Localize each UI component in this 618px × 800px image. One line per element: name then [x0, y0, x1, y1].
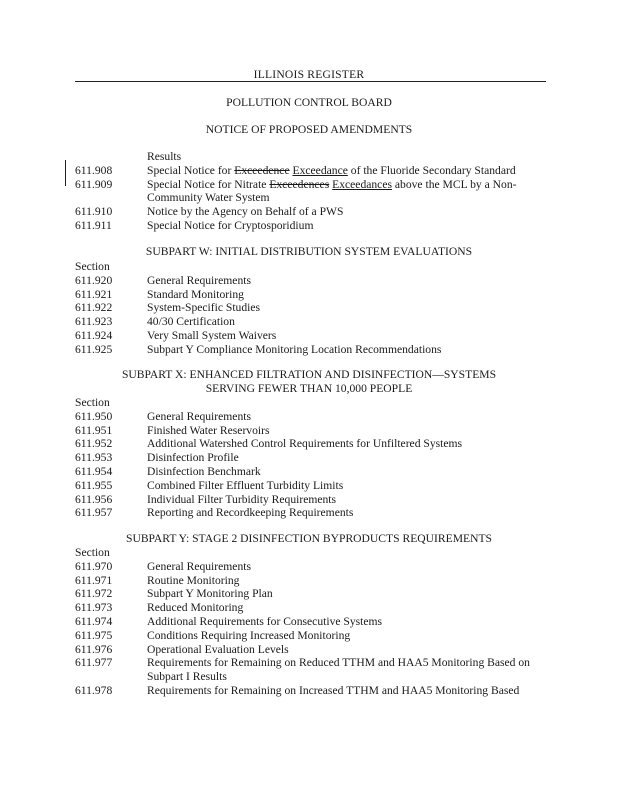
list-item: [75, 329, 555, 343]
section-title: Routine Monitoring: [147, 573, 240, 587]
subpart-y-heading: SUBPART Y: STAGE 2 DISINFECTION BYPRODUCTS REQUIREMENTS: [126, 532, 492, 545]
section-number: 611.972: [75, 587, 113, 601]
list-item: [75, 315, 555, 329]
continuation-text: Results: [147, 150, 182, 163]
subpart-w-list: [75, 260, 555, 357]
subpart-x-heading-line2: SERVING FEWER THAN 10,000 PEOPLE: [205, 382, 413, 395]
section-number: 611.955: [75, 478, 113, 492]
section-title: Special Notice for Cryptosporidium: [147, 218, 314, 232]
section-number: 611.956: [75, 492, 113, 506]
section-title: General Requirements: [147, 559, 251, 573]
section-number: 611.911: [75, 218, 112, 232]
list-item: [75, 656, 555, 684]
section-number: 611.977: [75, 656, 113, 670]
list-item: [75, 465, 555, 479]
section-title: Disinfection Profile: [147, 451, 239, 465]
list-item: [75, 274, 555, 288]
section-title: Finished Water Reservoirs: [147, 423, 270, 437]
section-title: General Requirements: [147, 273, 251, 287]
list-item: [75, 615, 555, 629]
header-rule: [75, 81, 546, 82]
section-number: 611.970: [75, 559, 113, 573]
section-number: 611.924: [75, 328, 113, 342]
list-item: [75, 205, 555, 219]
list-item: [75, 560, 555, 574]
section-number: 611.910: [75, 205, 113, 219]
section-number: 611.925: [75, 342, 113, 356]
section-title: Reduced Monitoring: [147, 601, 244, 615]
list-item: [75, 587, 555, 601]
section-number: 611.921: [75, 287, 113, 301]
section-number: 611.908: [75, 163, 113, 177]
deleted-text: Exceedence: [234, 163, 290, 177]
section-number: 611.978: [75, 683, 113, 697]
section-label: Section: [75, 546, 110, 559]
section-number: 611.922: [75, 301, 113, 315]
section-number: 611.975: [75, 628, 113, 642]
section-title: 40/30 Certification: [147, 315, 235, 329]
section-title: Additional Requirements for Consecutive Systems: [147, 614, 383, 628]
list-item: [75, 150, 555, 164]
section-title: Notice by the Agency on Behalf of a PWS: [147, 205, 344, 219]
section-title: Subpart Y Monitoring Plan: [147, 587, 273, 601]
list-item: [75, 343, 555, 357]
section-title: Individual Filter Turbidity Requirements: [147, 492, 337, 506]
section-title: Conditions Requiring Increased Monitoring: [147, 628, 351, 642]
section-title: Subpart Y Compliance Monitoring Location Recommendations: [147, 342, 442, 356]
subpart-x-heading-line1: SUBPART X: ENHANCED FILTRATION AND DISINFECTION—SYSTEMS: [121, 368, 497, 381]
list-item: [75, 288, 555, 302]
section-title: Standard Monitoring: [147, 287, 244, 301]
section-title: Operational Evaluation Levels: [147, 642, 289, 656]
section-number: 611.952: [75, 437, 113, 451]
subpart-w-heading: SUBPART W: INITIAL DISTRIBUTION SYSTEM EVALUATIONS: [145, 245, 473, 258]
deleted-text: Exceedences: [269, 177, 330, 191]
list-item: [75, 643, 555, 657]
board-name: POLLUTION CONTROL BOARD: [226, 96, 392, 109]
section-title: Special Notice for Exceedence Exceedance of the Fluoride Secondary Standard: [147, 163, 516, 177]
section-label: Section: [75, 260, 110, 273]
section-number: 611.976: [75, 642, 113, 656]
list-item: [75, 629, 555, 643]
list-item: [75, 574, 555, 588]
section-title: Requirements for Remaining on Reduced TTHM and HAA5 Monitoring Based on Subpart I Results: [147, 656, 530, 684]
list-item: [75, 684, 555, 698]
list-item: [75, 219, 555, 233]
notice-title: NOTICE OF PROPOSED AMENDMENTS: [205, 123, 413, 136]
list-item: [75, 410, 555, 424]
list-item: [75, 451, 555, 465]
list-item: [75, 479, 555, 493]
section-number: 611.957: [75, 506, 113, 520]
section-number: 611.953: [75, 451, 113, 465]
inserted-text: Exceedance: [292, 163, 348, 177]
section-number: 611.950: [75, 409, 113, 423]
section-number: 611.909: [75, 177, 113, 191]
section-number: 611.971: [75, 573, 113, 587]
section-title: Additional Watershed Control Requirements for Unfiltered Systems: [147, 437, 463, 451]
section-title: Reporting and Recordkeeping Requirements: [147, 506, 354, 520]
section-label: Section: [75, 396, 110, 409]
section-title: Very Small System Waivers: [147, 328, 277, 342]
list-item: [75, 424, 555, 438]
list-item: [75, 164, 555, 178]
subpart-y-list: [75, 546, 555, 698]
section-title: System-Specific Studies: [147, 301, 261, 315]
section-title: General Requirements: [147, 409, 251, 423]
list-item: [75, 301, 555, 315]
section-number: 611.973: [75, 601, 113, 615]
list-item: [75, 178, 555, 206]
list-item: [75, 437, 555, 451]
list-item: [75, 506, 555, 520]
section-number: 611.923: [75, 315, 113, 329]
inserted-text: Exceedances: [332, 177, 392, 191]
subpart-v-tail: [75, 150, 555, 233]
list-item: [75, 493, 555, 507]
subpart-x-list: [75, 396, 555, 520]
list-item: [75, 601, 555, 615]
section-number: 611.920: [75, 273, 113, 287]
section-number: 611.951: [75, 423, 113, 437]
section-title: Disinfection Benchmark: [147, 464, 261, 478]
change-bar: [65, 160, 66, 186]
section-number: 611.954: [75, 464, 113, 478]
section-title: Requirements for Remaining on Increased TTHM and HAA5 Monitoring Based: [147, 683, 520, 697]
register-title: ILLINOIS REGISTER: [253, 68, 365, 81]
section-number: 611.974: [75, 614, 113, 628]
section-title: Special Notice for Nitrate Exceedences Exceedances above the MCL by a Non-Community Water System: [147, 177, 517, 205]
section-title: Combined Filter Effluent Turbidity Limits: [147, 478, 344, 492]
